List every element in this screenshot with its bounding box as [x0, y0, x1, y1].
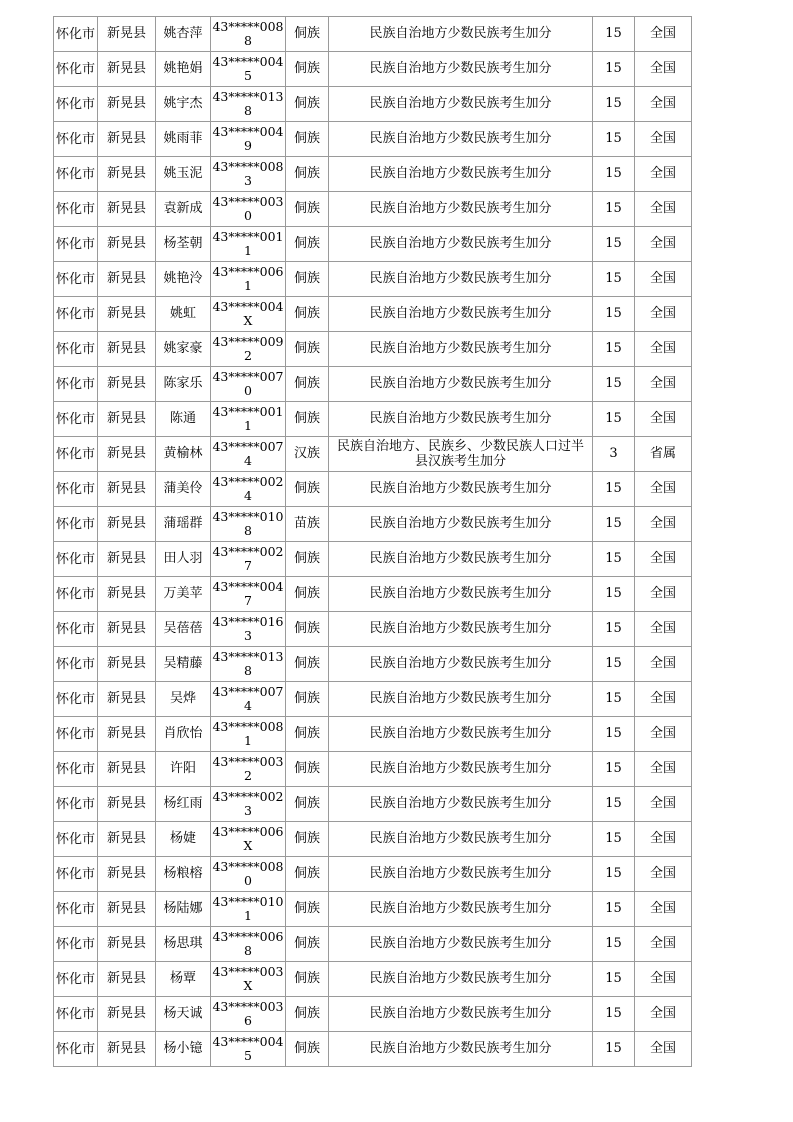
bonus-item-cell: 民族自治地方少数民族考生加分	[329, 997, 593, 1032]
bonus-points-cell: 15	[593, 402, 635, 437]
ethnicity-cell: 侗族	[286, 52, 329, 87]
id-number-cell: 43*****0045	[211, 1032, 286, 1067]
id-number-cell: 43*****0108	[211, 507, 286, 542]
name-cell: 姚虹	[156, 297, 211, 332]
bonus-points-cell: 15	[593, 332, 635, 367]
county-cell: 新晃县	[98, 857, 156, 892]
id-number-cell: 43*****006X	[211, 822, 286, 857]
city-cell: 怀化市	[54, 262, 98, 297]
ethnicity-cell: 侗族	[286, 1032, 329, 1067]
bonus-item-cell: 民族自治地方少数民族考生加分	[329, 262, 593, 297]
county-cell: 新晃县	[98, 892, 156, 927]
bonus-item-cell: 民族自治地方少数民族考生加分	[329, 612, 593, 647]
bonus-points-cell: 15	[593, 892, 635, 927]
bonus-list-table	[53, 16, 692, 1067]
id-number-cell: 43*****0101	[211, 892, 286, 927]
bonus-points-cell: 15	[593, 192, 635, 227]
county-cell: 新晃县	[98, 87, 156, 122]
name-cell: 杨荃朝	[156, 227, 211, 262]
bonus-item-cell: 民族自治地方少数民族考生加分	[329, 647, 593, 682]
scope-cell: 全国	[635, 682, 692, 717]
city-cell: 怀化市	[54, 542, 98, 577]
scope-cell: 全国	[635, 857, 692, 892]
county-cell: 新晃县	[98, 472, 156, 507]
table-row	[54, 577, 692, 612]
scope-cell: 全国	[635, 122, 692, 157]
table-row	[54, 997, 692, 1032]
name-cell: 蒲美伶	[156, 472, 211, 507]
city-cell: 怀化市	[54, 332, 98, 367]
bonus-item-cell: 民族自治地方少数民族考生加分	[329, 332, 593, 367]
name-cell: 姚艳娟	[156, 52, 211, 87]
bonus-item-cell: 民族自治地方少数民族考生加分	[329, 507, 593, 542]
city-cell: 怀化市	[54, 367, 98, 402]
scope-cell: 全国	[635, 87, 692, 122]
city-cell: 怀化市	[54, 927, 98, 962]
ethnicity-cell: 侗族	[286, 647, 329, 682]
table-row	[54, 367, 692, 402]
county-cell: 新晃县	[98, 332, 156, 367]
county-cell: 新晃县	[98, 927, 156, 962]
county-cell: 新晃县	[98, 717, 156, 752]
name-cell: 杨陆娜	[156, 892, 211, 927]
scope-cell: 全国	[635, 787, 692, 822]
scope-cell: 全国	[635, 577, 692, 612]
bonus-points-cell: 15	[593, 997, 635, 1032]
bonus-item-cell: 民族自治地方少数民族考生加分	[329, 227, 593, 262]
ethnicity-cell: 侗族	[286, 612, 329, 647]
city-cell: 怀化市	[54, 612, 98, 647]
scope-cell: 全国	[635, 192, 692, 227]
id-number-cell: 43*****0138	[211, 647, 286, 682]
county-cell: 新晃县	[98, 402, 156, 437]
ethnicity-cell: 侗族	[286, 332, 329, 367]
id-number-cell: 43*****0068	[211, 927, 286, 962]
bonus-points-cell: 15	[593, 962, 635, 997]
county-cell: 新晃县	[98, 1032, 156, 1067]
table-row	[54, 612, 692, 647]
ethnicity-cell: 侗族	[286, 962, 329, 997]
scope-cell: 全国	[635, 332, 692, 367]
scope-cell: 全国	[635, 402, 692, 437]
scope-cell: 全国	[635, 892, 692, 927]
table-row	[54, 927, 692, 962]
ethnicity-cell: 汉族	[286, 437, 329, 472]
city-cell: 怀化市	[54, 997, 98, 1032]
table-row	[54, 962, 692, 997]
county-cell: 新晃县	[98, 682, 156, 717]
city-cell: 怀化市	[54, 402, 98, 437]
bonus-item-cell: 民族自治地方少数民族考生加分	[329, 927, 593, 962]
name-cell: 杨婕	[156, 822, 211, 857]
id-number-cell: 43*****0030	[211, 192, 286, 227]
bonus-points-cell: 15	[593, 1032, 635, 1067]
table-row	[54, 892, 692, 927]
city-cell: 怀化市	[54, 52, 98, 87]
ethnicity-cell: 侗族	[286, 857, 329, 892]
id-number-cell: 43*****0074	[211, 682, 286, 717]
table-row	[54, 857, 692, 892]
bonus-points-cell: 15	[593, 227, 635, 262]
city-cell: 怀化市	[54, 822, 98, 857]
bonus-points-cell: 15	[593, 612, 635, 647]
city-cell: 怀化市	[54, 437, 98, 472]
bonus-item-cell: 民族自治地方少数民族考生加分	[329, 1032, 593, 1067]
name-cell: 田人羽	[156, 542, 211, 577]
name-cell: 袁新成	[156, 192, 211, 227]
table-row	[54, 157, 692, 192]
county-cell: 新晃县	[98, 297, 156, 332]
county-cell: 新晃县	[98, 752, 156, 787]
city-cell: 怀化市	[54, 717, 98, 752]
id-number-cell: 43*****003X	[211, 962, 286, 997]
id-number-cell: 43*****0027	[211, 542, 286, 577]
id-number-cell: 43*****0092	[211, 332, 286, 367]
scope-cell: 全国	[635, 227, 692, 262]
city-cell: 怀化市	[54, 647, 98, 682]
county-cell: 新晃县	[98, 157, 156, 192]
scope-cell: 全国	[635, 367, 692, 402]
scope-cell: 全国	[635, 157, 692, 192]
bonus-points-cell: 15	[593, 647, 635, 682]
ethnicity-cell: 侗族	[286, 227, 329, 262]
bonus-points-cell: 15	[593, 367, 635, 402]
id-number-cell: 43*****0163	[211, 612, 286, 647]
name-cell: 蒲瑶群	[156, 507, 211, 542]
table-row	[54, 682, 692, 717]
scope-cell: 全国	[635, 542, 692, 577]
county-cell: 新晃县	[98, 787, 156, 822]
city-cell: 怀化市	[54, 962, 98, 997]
id-number-cell: 43*****0081	[211, 717, 286, 752]
table-row	[54, 262, 692, 297]
bonus-points-cell: 15	[593, 297, 635, 332]
bonus-item-cell: 民族自治地方少数民族考生加分	[329, 682, 593, 717]
bonus-item-cell: 民族自治地方少数民族考生加分	[329, 157, 593, 192]
bonus-points-cell: 15	[593, 17, 635, 52]
city-cell: 怀化市	[54, 507, 98, 542]
ethnicity-cell: 侗族	[286, 682, 329, 717]
bonus-item-cell: 民族自治地方少数民族考生加分	[329, 822, 593, 857]
bonus-points-cell: 15	[593, 87, 635, 122]
scope-cell: 全国	[635, 507, 692, 542]
bonus-points-cell: 15	[593, 682, 635, 717]
scope-cell: 全国	[635, 997, 692, 1032]
id-number-cell: 43*****0023	[211, 787, 286, 822]
bonus-points-cell: 15	[593, 262, 635, 297]
bonus-points-cell: 15	[593, 822, 635, 857]
table-row	[54, 752, 692, 787]
bonus-points-cell: 15	[593, 472, 635, 507]
name-cell: 杨粮榕	[156, 857, 211, 892]
table-row	[54, 472, 692, 507]
id-number-cell: 43*****0061	[211, 262, 286, 297]
id-number-cell: 43*****0070	[211, 367, 286, 402]
city-cell: 怀化市	[54, 87, 98, 122]
scope-cell: 全国	[635, 752, 692, 787]
county-cell: 新晃县	[98, 612, 156, 647]
scope-cell: 全国	[635, 962, 692, 997]
county-cell: 新晃县	[98, 192, 156, 227]
scope-cell: 全国	[635, 927, 692, 962]
id-number-cell: 43*****0032	[211, 752, 286, 787]
id-number-cell: 43*****0011	[211, 402, 286, 437]
table-body	[54, 17, 692, 1067]
ethnicity-cell: 侗族	[286, 892, 329, 927]
bonus-points-cell: 15	[593, 507, 635, 542]
ethnicity-cell: 侗族	[286, 192, 329, 227]
city-cell: 怀化市	[54, 17, 98, 52]
name-cell: 姚艳泠	[156, 262, 211, 297]
ethnicity-cell: 侗族	[286, 997, 329, 1032]
city-cell: 怀化市	[54, 297, 98, 332]
city-cell: 怀化市	[54, 682, 98, 717]
city-cell: 怀化市	[54, 892, 98, 927]
scope-cell: 全国	[635, 472, 692, 507]
county-cell: 新晃县	[98, 227, 156, 262]
ethnicity-cell: 侗族	[286, 822, 329, 857]
name-cell: 黄榆林	[156, 437, 211, 472]
county-cell: 新晃县	[98, 997, 156, 1032]
ethnicity-cell: 侗族	[286, 17, 329, 52]
table-row	[54, 822, 692, 857]
bonus-item-cell: 民族自治地方少数民族考生加分	[329, 857, 593, 892]
scope-cell: 全国	[635, 822, 692, 857]
scope-cell: 全国	[635, 17, 692, 52]
id-number-cell: 43*****0074	[211, 437, 286, 472]
bonus-item-cell: 民族自治地方少数民族考生加分	[329, 192, 593, 227]
name-cell: 姚雨菲	[156, 122, 211, 157]
scope-cell: 全国	[635, 612, 692, 647]
scope-cell: 全国	[635, 717, 692, 752]
county-cell: 新晃县	[98, 122, 156, 157]
bonus-item-cell: 民族自治地方少数民族考生加分	[329, 87, 593, 122]
bonus-item-cell: 民族自治地方少数民族考生加分	[329, 962, 593, 997]
county-cell: 新晃县	[98, 822, 156, 857]
city-cell: 怀化市	[54, 577, 98, 612]
bonus-list-sheet	[53, 16, 692, 1067]
table-row	[54, 52, 692, 87]
name-cell: 杨红雨	[156, 787, 211, 822]
ethnicity-cell: 侗族	[286, 297, 329, 332]
bonus-points-cell: 15	[593, 577, 635, 612]
bonus-points-cell: 15	[593, 122, 635, 157]
bonus-points-cell: 3	[593, 437, 635, 472]
bonus-points-cell: 15	[593, 927, 635, 962]
city-cell: 怀化市	[54, 192, 98, 227]
name-cell: 姚杏萍	[156, 17, 211, 52]
bonus-points-cell: 15	[593, 787, 635, 822]
city-cell: 怀化市	[54, 857, 98, 892]
name-cell: 吴烨	[156, 682, 211, 717]
bonus-points-cell: 15	[593, 542, 635, 577]
county-cell: 新晃县	[98, 542, 156, 577]
city-cell: 怀化市	[54, 122, 98, 157]
id-number-cell: 43*****0045	[211, 52, 286, 87]
ethnicity-cell: 侗族	[286, 927, 329, 962]
bonus-points-cell: 15	[593, 717, 635, 752]
city-cell: 怀化市	[54, 787, 98, 822]
name-cell: 陈家乐	[156, 367, 211, 402]
bonus-item-cell: 民族自治地方少数民族考生加分	[329, 122, 593, 157]
county-cell: 新晃县	[98, 507, 156, 542]
bonus-item-cell: 民族自治地方少数民族考生加分	[329, 577, 593, 612]
bonus-points-cell: 15	[593, 52, 635, 87]
name-cell: 陈通	[156, 402, 211, 437]
id-number-cell: 43*****0024	[211, 472, 286, 507]
ethnicity-cell: 侗族	[286, 577, 329, 612]
city-cell: 怀化市	[54, 1032, 98, 1067]
table-row	[54, 437, 692, 472]
county-cell: 新晃县	[98, 262, 156, 297]
name-cell: 杨小镱	[156, 1032, 211, 1067]
bonus-points-cell: 15	[593, 157, 635, 192]
county-cell: 新晃县	[98, 17, 156, 52]
county-cell: 新晃县	[98, 647, 156, 682]
bonus-item-cell: 民族自治地方少数民族考生加分	[329, 542, 593, 577]
id-number-cell: 43*****0138	[211, 87, 286, 122]
name-cell: 许阳	[156, 752, 211, 787]
city-cell: 怀化市	[54, 472, 98, 507]
name-cell: 吴精藤	[156, 647, 211, 682]
bonus-item-cell: 民族自治地方少数民族考生加分	[329, 787, 593, 822]
table-row	[54, 227, 692, 262]
table-row	[54, 507, 692, 542]
table-row	[54, 87, 692, 122]
ethnicity-cell: 侗族	[286, 87, 329, 122]
ethnicity-cell: 侗族	[286, 122, 329, 157]
city-cell: 怀化市	[54, 752, 98, 787]
bonus-item-cell: 民族自治地方少数民族考生加分	[329, 472, 593, 507]
bonus-item-cell: 民族自治地方少数民族考生加分	[329, 52, 593, 87]
name-cell: 杨天诚	[156, 997, 211, 1032]
scope-cell: 全国	[635, 52, 692, 87]
bonus-points-cell: 15	[593, 752, 635, 787]
table-row	[54, 402, 692, 437]
ethnicity-cell: 侗族	[286, 262, 329, 297]
name-cell: 肖欣怡	[156, 717, 211, 752]
ethnicity-cell: 侗族	[286, 717, 329, 752]
table-row	[54, 297, 692, 332]
bonus-item-cell: 民族自治地方少数民族考生加分	[329, 717, 593, 752]
ethnicity-cell: 侗族	[286, 787, 329, 822]
bonus-item-cell: 民族自治地方少数民族考生加分	[329, 367, 593, 402]
id-number-cell: 43*****0088	[211, 17, 286, 52]
scope-cell: 全国	[635, 1032, 692, 1067]
id-number-cell: 43*****0049	[211, 122, 286, 157]
id-number-cell: 43*****0047	[211, 577, 286, 612]
name-cell: 杨覃	[156, 962, 211, 997]
ethnicity-cell: 侗族	[286, 472, 329, 507]
ethnicity-cell: 侗族	[286, 542, 329, 577]
county-cell: 新晃县	[98, 52, 156, 87]
table-row	[54, 787, 692, 822]
ethnicity-cell: 侗族	[286, 752, 329, 787]
table-row	[54, 542, 692, 577]
ethnicity-cell: 侗族	[286, 402, 329, 437]
bonus-points-cell: 15	[593, 857, 635, 892]
ethnicity-cell: 侗族	[286, 367, 329, 402]
table-row	[54, 122, 692, 157]
scope-cell: 省属	[635, 437, 692, 472]
bonus-item-cell: 民族自治地方、民族乡、少数民族人口过半县汉族考生加分	[329, 437, 593, 472]
name-cell: 姚玉泥	[156, 157, 211, 192]
bonus-item-cell: 民族自治地方少数民族考生加分	[329, 892, 593, 927]
name-cell: 杨思琪	[156, 927, 211, 962]
bonus-item-cell: 民族自治地方少数民族考生加分	[329, 297, 593, 332]
ethnicity-cell: 苗族	[286, 507, 329, 542]
id-number-cell: 43*****0036	[211, 997, 286, 1032]
bonus-item-cell: 民族自治地方少数民族考生加分	[329, 402, 593, 437]
bonus-item-cell: 民族自治地方少数民族考生加分	[329, 17, 593, 52]
table-row	[54, 17, 692, 52]
scope-cell: 全国	[635, 262, 692, 297]
name-cell: 姚家豪	[156, 332, 211, 367]
name-cell: 吴蓓蓓	[156, 612, 211, 647]
scope-cell: 全国	[635, 647, 692, 682]
table-row	[54, 192, 692, 227]
id-number-cell: 43*****0080	[211, 857, 286, 892]
table-row	[54, 1032, 692, 1067]
county-cell: 新晃县	[98, 962, 156, 997]
id-number-cell: 43*****0011	[211, 227, 286, 262]
table-row	[54, 717, 692, 752]
table-row	[54, 647, 692, 682]
ethnicity-cell: 侗族	[286, 157, 329, 192]
table-row	[54, 332, 692, 367]
id-number-cell: 43*****0083	[211, 157, 286, 192]
id-number-cell: 43*****004X	[211, 297, 286, 332]
city-cell: 怀化市	[54, 227, 98, 262]
name-cell: 万美苹	[156, 577, 211, 612]
county-cell: 新晃县	[98, 577, 156, 612]
county-cell: 新晃县	[98, 437, 156, 472]
scope-cell: 全国	[635, 297, 692, 332]
city-cell: 怀化市	[54, 157, 98, 192]
name-cell: 姚宇杰	[156, 87, 211, 122]
county-cell: 新晃县	[98, 367, 156, 402]
bonus-item-cell: 民族自治地方少数民族考生加分	[329, 752, 593, 787]
